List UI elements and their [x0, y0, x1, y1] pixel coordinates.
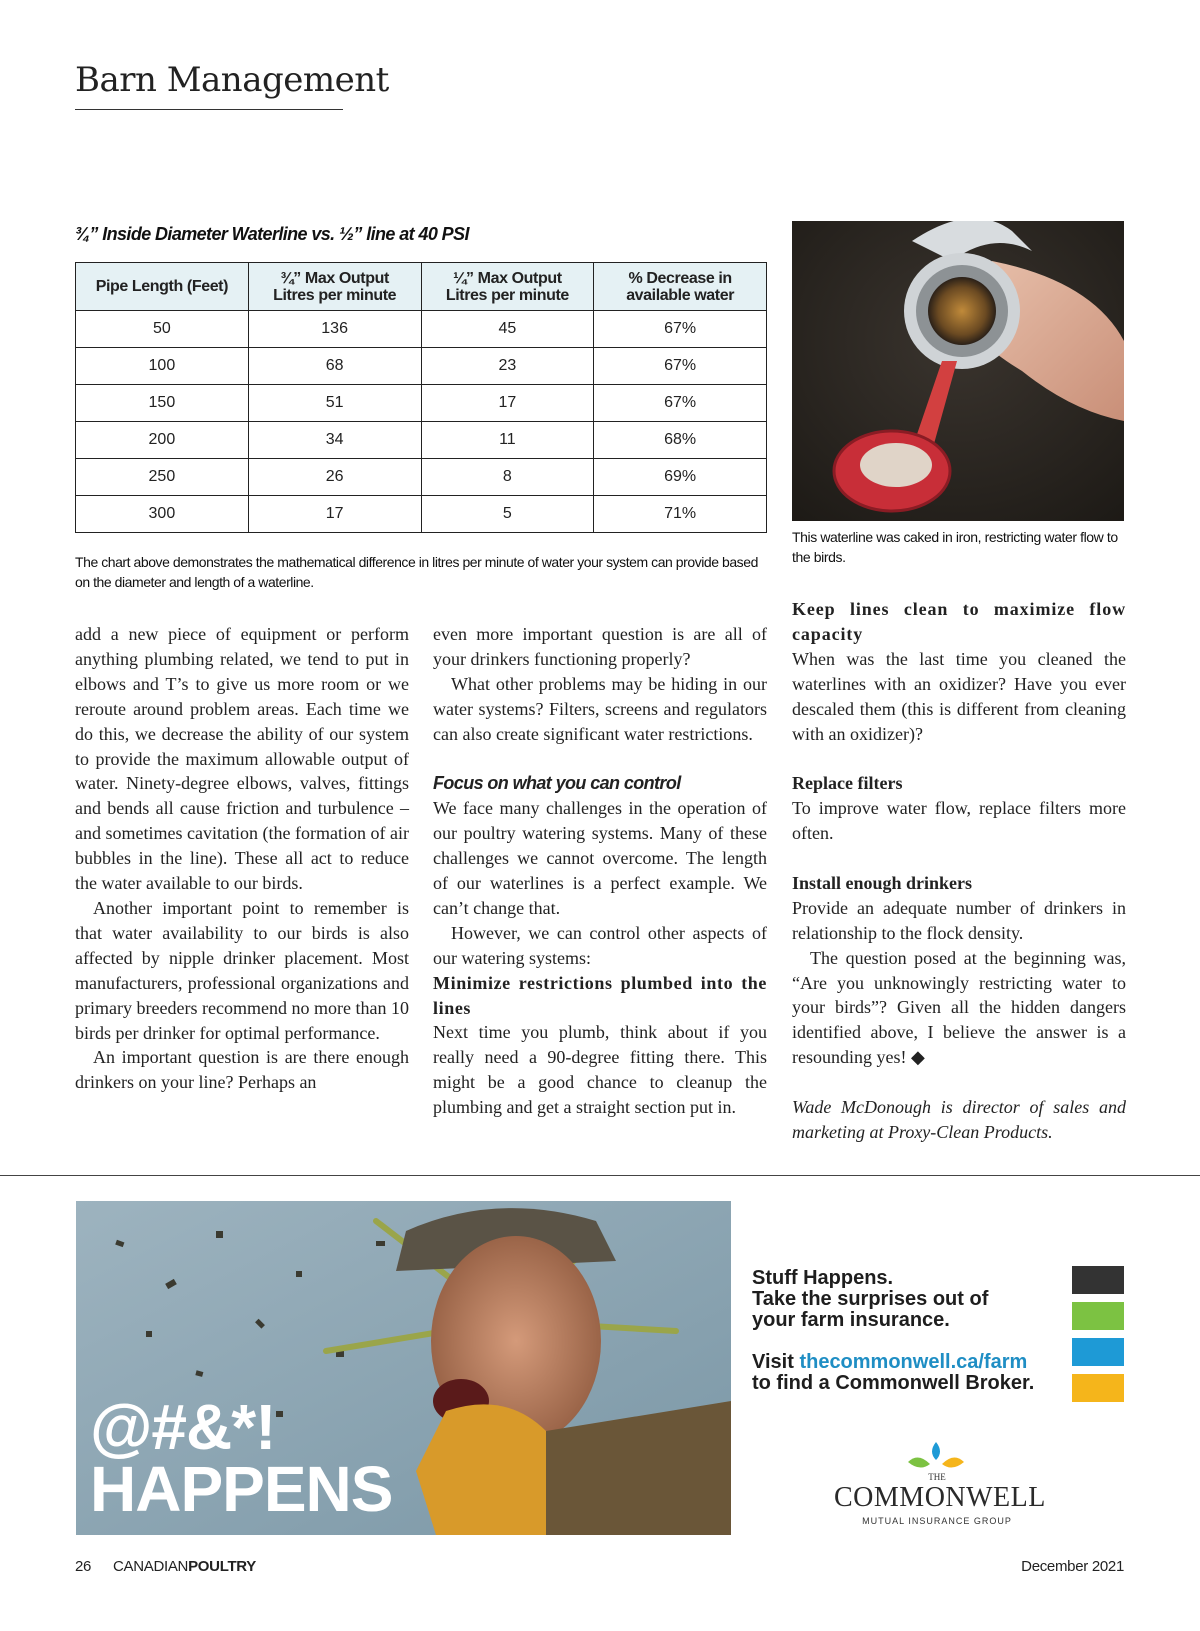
subheading: Keep lines clean to maximize flow capacity [792, 599, 1126, 644]
table-cell: 67% [594, 311, 767, 348]
color-swatch-dark [1072, 1266, 1124, 1294]
paragraph: To improve water flow, replace filters more often. [792, 798, 1126, 844]
color-swatch-blue [1072, 1338, 1124, 1366]
article-column-3 [792, 597, 1126, 1145]
table-cell: 250 [76, 459, 249, 496]
table-cell: 200 [76, 422, 249, 459]
paragraph: The question posed at the beginning was, “Are you unknowingly restricting water to your birds”? Given all the hidden dangers identified above, I believe the answer is a resounding yes! ◆ [792, 947, 1126, 1068]
table-row [76, 348, 767, 385]
table-header-cell: % Decrease in available water [594, 263, 767, 311]
paragraph: We face many challenges in the operation of our poultry watering systems. Many of these challenges we cannot overcome. The length of our waterlines is a perfect example. We can’t change that. [433, 798, 767, 918]
ad-url-link[interactable]: thecommonwell.ca/farm [799, 1351, 1028, 1373]
table-header-cell: Pipe Length (Feet) [76, 263, 249, 311]
table-cell: 67% [594, 385, 767, 422]
table-cell: 136 [248, 311, 421, 348]
table-header-row [76, 263, 767, 311]
table-cell: 11 [421, 422, 594, 459]
ad-copy: Stuff Happens. Take the surprises out of your farm insurance. Visit thecommonwell.ca/farm to find a Commonwell Broker. [752, 1267, 1035, 1394]
table-row [76, 422, 767, 459]
paragraph: Another important point to remember is that water availability to our birds is also affected by nipple drinker placement. Most manufacturers, professional organizations and primary breeders recommend no more than 10 birds per drinker for optimal performance. [75, 897, 409, 1043]
article-column-2 [433, 622, 767, 1120]
photo-caption: This waterline was caked in iron, restricting water flow to the birds. [792, 529, 1118, 565]
data-table [75, 262, 767, 533]
table-cell: 69% [594, 459, 767, 496]
color-swatch-yellow [1072, 1374, 1124, 1402]
paragraph: An important question is are there enough drinkers on your line? Perhaps an [75, 1047, 409, 1093]
section-divider [75, 109, 343, 110]
magazine-name: CANADIANPOULTRY [112, 1558, 256, 1575]
section-title: Barn Management [75, 60, 389, 100]
paragraph: When was the last time you cleaned the waterlines with an oxidizer? Have you ever descaled them (this is different from cleaning with an oxidizer)? [792, 648, 1126, 744]
table-cell: 23 [421, 348, 594, 385]
table-cell: 5 [421, 496, 594, 533]
table-cell: 51 [248, 385, 421, 422]
author-bio: Wade McDonough is director of sales and marketing at Proxy-Clean Products. [792, 1097, 1126, 1142]
paragraph: Next time you plumb, think about if you really need a 90-degree fitting there. This might be a good chance to cleanup the plumbing and get a straight section put in. [433, 1022, 767, 1118]
paragraph: Provide an adequate number of drinkers in relationship to the flock density. [792, 897, 1126, 943]
article-column-1 [75, 622, 409, 1095]
waterline-photo [792, 221, 1124, 521]
table-cell: 26 [248, 459, 421, 496]
paragraph: even more important question is are all of your drinkers functioning properly? [433, 624, 767, 669]
commonwell-logo: THE COMMONWELL MUTUAL INSURANCE GROUP [834, 1442, 1040, 1532]
table-cell: 68% [594, 422, 767, 459]
table-cell: 300 [76, 496, 249, 533]
table-cell: 50 [76, 311, 249, 348]
issue-date: December 2021 [1021, 1558, 1124, 1575]
footer-left [75, 1558, 256, 1575]
table-cell: 68 [248, 348, 421, 385]
table-cell: 71% [594, 496, 767, 533]
table-row [76, 496, 767, 533]
ad-headline: @#&*! HAPPENS [90, 1391, 393, 1525]
table-title: ¾” Inside Diameter Waterline vs. ½” line at 40 PSI [75, 224, 469, 244]
subheading: Minimize restrictions plumbed into the lines [433, 972, 767, 1018]
table-cell: 17 [421, 385, 594, 422]
paragraph: add a new piece of equipment or perform anything plumbing related, we tend to put in elbows and T’s to give us more room or we reroute around problem areas. Each time we do this, we decrease the ability of our system to provide the maximum allowable output of water. Ninety-degree elbows, valves, fittings and bends all cause friction and turbulence – and sometimes cavitation (the formation of air bubbles in the line). These all act to reduce the water available to our birds. [75, 624, 409, 894]
table-cell: 67% [594, 348, 767, 385]
table-row [76, 385, 767, 422]
table-cell: 100 [76, 348, 249, 385]
table-cell: 45 [421, 311, 594, 348]
paragraph: What other problems may be hiding in our water systems? Filters, screens and regulators can also create significant water restrictions. [433, 673, 767, 744]
table-cell: 17 [248, 496, 421, 533]
table-cell: 8 [421, 459, 594, 496]
subheading: Replace filters [792, 773, 903, 794]
waterline-illustration [792, 221, 1124, 521]
table-header-cell: ¾” Max Output Litres per minute [248, 263, 421, 311]
table-cell: 150 [76, 385, 249, 422]
table-cell: 34 [248, 422, 421, 459]
ad-divider [0, 1175, 1200, 1176]
paragraph: However, we can control other aspects of our watering systems: [433, 922, 767, 968]
page-number: 26 [75, 1558, 92, 1575]
table-row [76, 311, 767, 348]
subheading: Install enough drinkers [792, 872, 973, 893]
table-header-cell: ¼” Max Output Litres per minute [421, 263, 594, 311]
table-caption: The chart above demonstrates the mathematical difference in litres per minute of water your system can provide based on the diameter and length of a waterline. [75, 554, 758, 590]
color-swatch-green [1072, 1302, 1124, 1330]
subheading: Focus on what you can control [433, 773, 681, 794]
end-mark-icon: ◆ [910, 1047, 925, 1068]
table-row [76, 459, 767, 496]
